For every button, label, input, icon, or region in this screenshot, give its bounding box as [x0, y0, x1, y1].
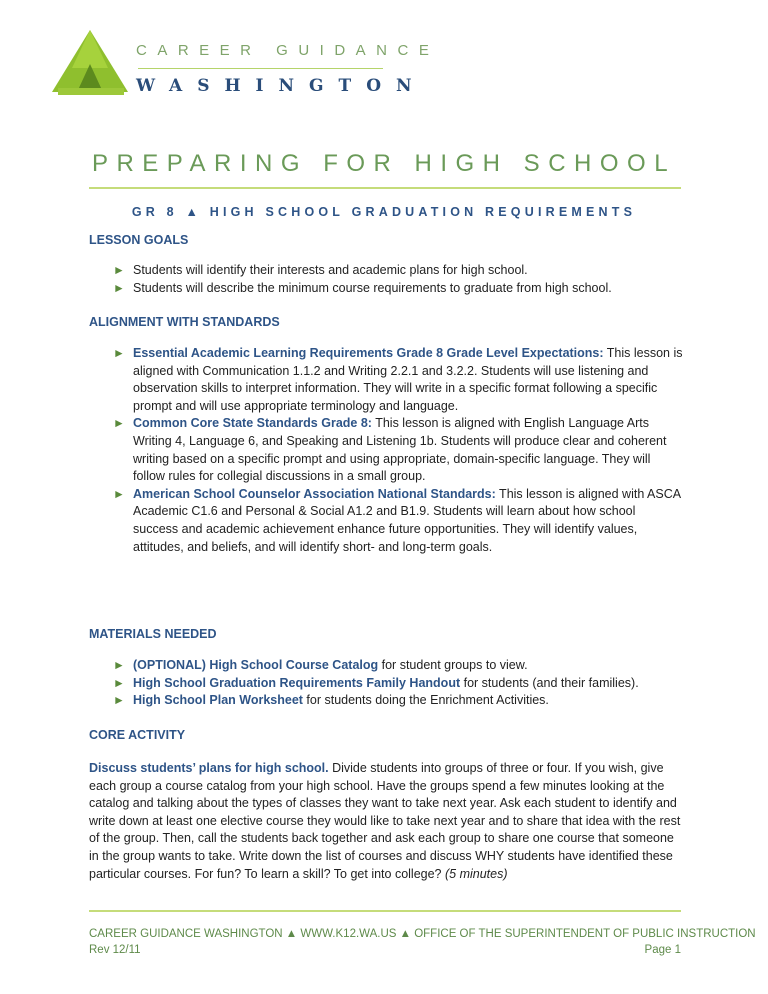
item-bold: High School Graduation Requirements Family Handout [133, 675, 461, 690]
item-text: This lesson is aligned with ASCA Academic C1.6 and Personal & Social A1.2 and B1.9. Students will learn about how school success and academic achievement enhance future opportunities. They will identify values, attitudes, and beliefs, and will identify short- and long-term goals. [133, 486, 681, 554]
lesson-goals-list [113, 262, 683, 297]
list-item [113, 415, 683, 485]
core-activity-heading: CORE ACTIVITY [89, 728, 186, 742]
item-bold: American School Counselor Association National Standards: [133, 486, 496, 501]
bullet-arrow-icon: ► [113, 675, 125, 690]
list-item [113, 675, 683, 693]
list-item [113, 262, 683, 280]
item-text: This lesson is aligned with English Language Arts Writing 4, Language 6, and Speaking and Listening 1b. Students will produce clear and coherent writing based on a specific prompt and using appropriate, domain-specific language. They will follow rules for collegial discussions in a small group. [133, 416, 667, 484]
materials-list [113, 657, 683, 710]
list-item [113, 657, 683, 675]
footer-meta [89, 944, 681, 956]
list-item [113, 692, 683, 710]
title-divider [89, 187, 681, 189]
alignment-heading: ALIGNMENT WITH STANDARDS [89, 315, 280, 329]
alignment-list [113, 345, 683, 556]
core-activity-paragraph [89, 760, 683, 883]
lesson-goals-heading: LESSON GOALS [89, 233, 189, 247]
item-text: for student groups to view. [378, 658, 528, 672]
list-item [113, 280, 683, 298]
list-item [113, 486, 683, 556]
bullet-arrow-icon: ► [113, 263, 125, 277]
list-item [113, 345, 683, 415]
item-text: Students will identify their interests and academic plans for high school. [133, 263, 528, 277]
footer-line: CAREER GUIDANCE WASHINGTON ▲ WWW.K12.WA.US ▲ OFFICE OF THE SUPERINTENDENT OF PUBLIC INSTRUCTION [89, 928, 756, 940]
logo-career-guidance: CAREER GUIDANCE [136, 42, 440, 59]
career-guidance-washington-logo [48, 28, 440, 98]
item-text: This lesson is aligned with Communication 1.1.2 and Writing 2.2.1 and 3.2.2. Students will use listening and observation skills to interpret information. They will write in a specific format following a specific prompt and will use appropriate terminology and language. [133, 346, 683, 413]
item-bold: High School Plan Worksheet [133, 693, 303, 708]
item-text: Students will describe the minimum course requirements to graduate from high school. [133, 280, 612, 295]
item-text: for students (and their families). [460, 675, 639, 690]
tent-logo-icon [48, 28, 133, 98]
materials-heading: MATERIALS NEEDED [89, 627, 217, 641]
page-number: Page 1 [644, 944, 681, 956]
bullet-arrow-icon: ► [113, 658, 125, 672]
bullet-arrow-icon: ► [113, 416, 125, 431]
logo-divider [138, 68, 383, 69]
bullet-arrow-icon: ► [113, 693, 125, 708]
para-bold: Discuss students’ plans for high school. [89, 761, 329, 775]
logo-washington: WASHINGTON [136, 76, 427, 96]
bullet-arrow-icon: ► [113, 486, 125, 501]
item-text: for students doing the Enrichment Activities. [302, 693, 549, 708]
item-bold: (OPTIONAL) High School Course Catalog [133, 658, 379, 672]
footer-divider [89, 910, 681, 912]
item-bold: Common Core State Standards Grade 8: [133, 416, 372, 431]
para-text: Divide students into groups of three or four. If you wish, give each group a course catalog from your high school. Have the groups spend a few minutes looking at the catalog and talking about the types of classes they want to take next year. Ask each student to identify and write down at least one elective course they would like to take next year and to share that idea with the rest of the group. Then, call the students back together and ask each group to share one course that someone in the group wants to take. Write down the list of courses and discuss WHY students have identified these particular courses. For fun? To learn a skill? To get into college? [89, 761, 681, 881]
bullet-arrow-icon: ► [113, 346, 125, 360]
revision: Rev 12/11 [89, 944, 141, 956]
para-time: (5 minutes) [444, 866, 508, 881]
lesson-subtitle: GR 8 ▲ HIGH SCHOOL GRADUATION REQUIREMENTS [131, 205, 637, 219]
page-title: PREPARING FOR HIGH SCHOOL [91, 150, 677, 177]
item-bold: Essential Academic Learning Requirements Grade 8 Grade Level Expectations: [133, 346, 604, 360]
bullet-arrow-icon: ► [113, 280, 125, 295]
